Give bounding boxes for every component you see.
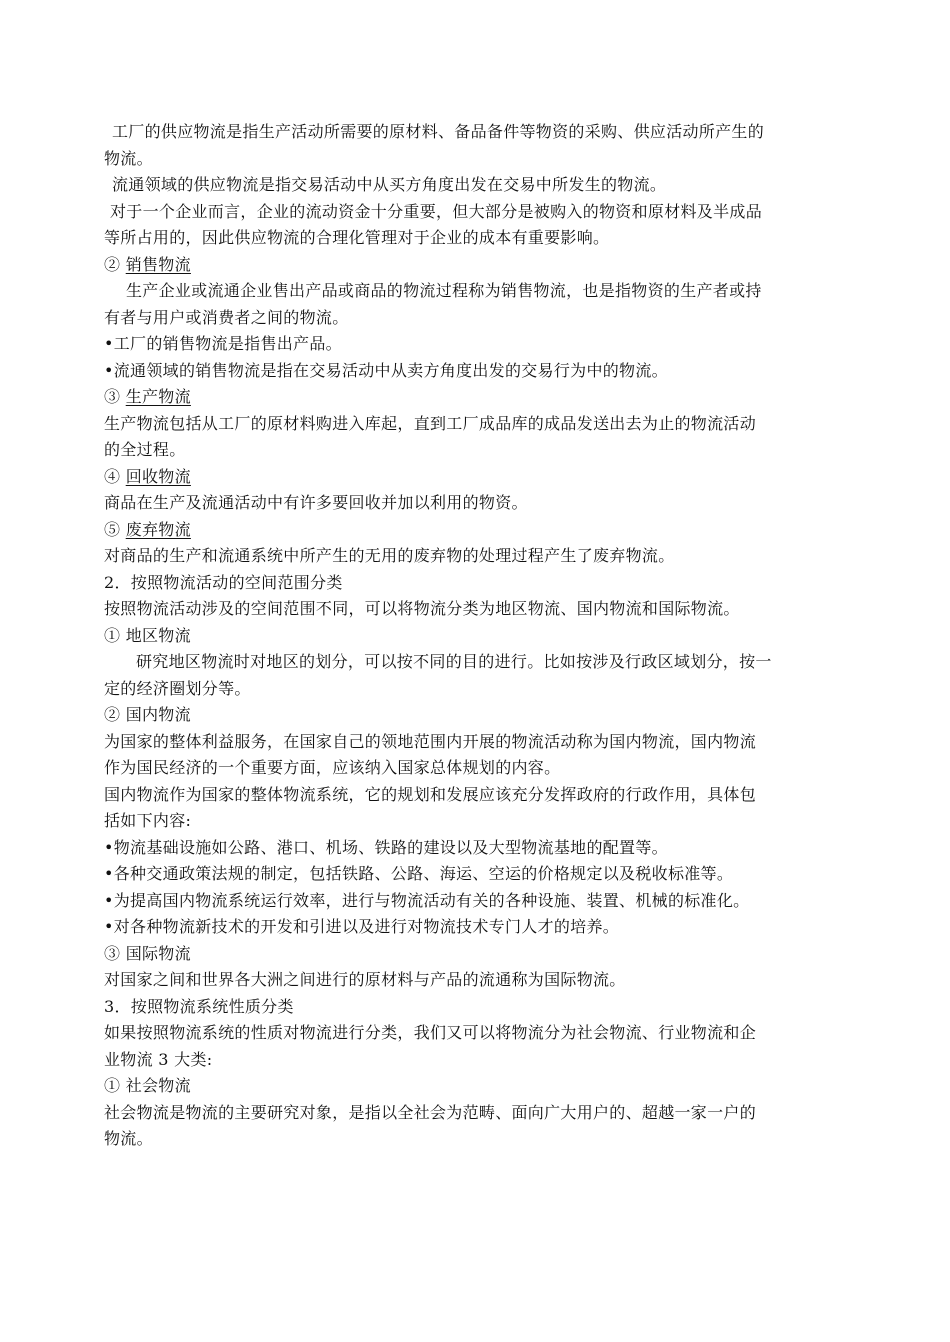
text-line: 生产企业或流通企业售出产品或商品的物流过程称为销售物流，也是指物资的生产者或持 xyxy=(126,281,762,300)
heading-number: ① xyxy=(104,625,121,645)
heading-number: ② xyxy=(104,705,121,724)
section-heading xyxy=(104,1073,844,1100)
heading-text: 社会物流 xyxy=(125,1076,191,1095)
text-line: 的全过程。 xyxy=(104,440,186,459)
heading-number: ③ xyxy=(104,943,121,963)
heading-text: 销售物流 xyxy=(125,254,191,274)
text-line: 对商品的生产和流通系统中所产生的无用的废弃物的处理过程产生了废弃物流。 xyxy=(104,546,675,565)
text-line: •为提高国内物流系统运行效率，进行与物流活动有关的各种设施、装置、机械的标准化。 xyxy=(104,890,750,910)
text-line: 研究地区物流时对地区的划分，可以按不同的目的进行。比如按涉及行政区域划分，按一 xyxy=(136,652,772,671)
section-heading xyxy=(104,384,844,411)
heading-text: 回收物流 xyxy=(125,466,191,486)
text-line: 如果按照物流系统的性质对物流进行分类，我们又可以将物流分为社会物流、行业物流和企 xyxy=(104,1023,757,1042)
section-heading xyxy=(104,702,844,729)
document-page xyxy=(104,119,844,1153)
text-line: •各种交通政策法规的制定，包括铁路、公路、海运、空运的价格规定以及税收标准等。 xyxy=(104,864,734,883)
section-heading xyxy=(104,252,844,279)
text-line: •对各种物流新技术的开发和引进以及进行对物流技术专门人才的培养。 xyxy=(104,917,620,936)
text-line: 社会物流是物流的主要研究对象，是指以全社会为范畴、面向广大用户的、超越一家一户的 xyxy=(104,1102,757,1122)
heading-number: ④ xyxy=(104,466,121,486)
text-line: 等所占用的，因此供应物流的合理化管理对于企业的成本有重要影响。 xyxy=(104,228,610,247)
heading-text: 生产物流 xyxy=(125,387,191,406)
text-line: 物流。 xyxy=(104,148,153,168)
text-line: 作为国民经济的一个重要方面，应该纳入国家总体规划的内容。 xyxy=(104,758,561,777)
text-line: 生产物流包括从工厂的原材料购进入库起，直到工厂成品库的成品发送出去为止的物流活动 xyxy=(104,413,757,433)
text-line: 对于一个企业而言，企业的流动资金十分重要，但大部分是被购入的物资和原材料及半成品 xyxy=(110,201,763,221)
heading-number: ② xyxy=(104,254,121,274)
text-line: 括如下内容: xyxy=(104,811,192,830)
text-line: 2．按照物流活动的空间范围分类 xyxy=(104,572,343,592)
text-line: 对国家之间和世界各大洲之间进行的原材料与产品的流通称为国际物流。 xyxy=(104,970,626,989)
text-line: 有者与用户或消费者之间的物流。 xyxy=(104,307,349,327)
text-line: •流通领域的销售物流是指在交易活动中从卖方角度出发的交易行为中的物流。 xyxy=(104,360,668,380)
heading-number: ⑤ xyxy=(104,519,121,539)
heading-number: ① xyxy=(104,1076,121,1095)
section-heading xyxy=(104,623,844,650)
heading-number: ③ xyxy=(104,387,121,406)
heading-text: 地区物流 xyxy=(125,625,191,645)
heading-text: 国际物流 xyxy=(125,943,191,963)
text-line: 3．按照物流系统性质分类 xyxy=(104,996,294,1016)
heading-text: 国内物流 xyxy=(125,705,191,724)
text-line: 业物流 3 大类: xyxy=(104,1049,213,1069)
section-heading xyxy=(104,464,844,491)
text-line: 流通领域的供应物流是指交易活动中从买方角度出发在交易中所发生的物流。 xyxy=(112,175,667,194)
text-line: •工厂的销售物流是指售出产品。 xyxy=(104,334,342,353)
text-line: •物流基础设施如公路、港口、机场、铁路的建设以及大型物流基地的配置等。 xyxy=(104,837,668,857)
section-heading xyxy=(104,517,844,544)
text-line: 国内物流作为国家的整体物流系统，它的规划和发展应该充分发挥政府的行政作用，具体包 xyxy=(104,784,757,804)
heading-text: 废弃物流 xyxy=(125,519,191,539)
text-line: 商品在生产及流通活动中有许多要回收并加以利用的物资。 xyxy=(104,493,528,512)
text-line: 为国家的整体利益服务，在国家自己的领地范围内开展的物流活动称为国内物流，国内物流 xyxy=(104,731,757,751)
text-line: 工厂的供应物流是指生产活动所需要的原材料、备品备件等物资的采购、供应活动所产生的 xyxy=(112,122,765,141)
text-line: 定的经济圈划分等。 xyxy=(104,678,251,698)
section-heading xyxy=(104,941,844,968)
text-line: 按照物流活动涉及的空间范围不同，可以将物流分类为地区物流、国内物流和国际物流。 xyxy=(104,599,740,618)
text-line: 物流。 xyxy=(104,1129,153,1148)
